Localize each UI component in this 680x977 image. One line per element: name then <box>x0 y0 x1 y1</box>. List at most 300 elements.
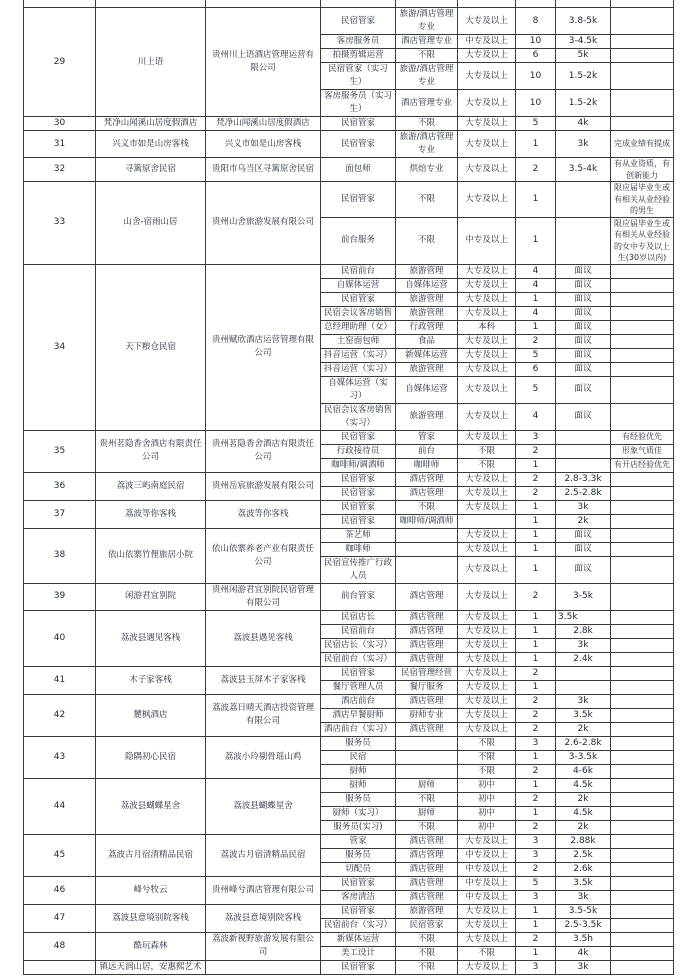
note-cell <box>611 63 674 90</box>
note-cell <box>611 652 674 666</box>
position-cell: 面包师 <box>321 158 396 182</box>
note-cell <box>611 918 674 932</box>
salary-cell: 3k <box>556 500 611 514</box>
headcount-cell: 1 <box>516 500 556 514</box>
job-listings-table <box>23 0 674 975</box>
major-cell: 酒店管理 <box>396 694 458 708</box>
major-cell: 餐厅服务 <box>396 680 458 694</box>
table-row <box>24 430 674 444</box>
note-cell <box>611 514 674 528</box>
position-cell: 茶艺师 <box>321 528 396 542</box>
salary-cell <box>556 458 611 472</box>
education-cell: 大专及以上 <box>458 638 516 652</box>
headcount-cell: 10 <box>516 90 556 117</box>
company-name-cell: 贵州茗隐香舍酒店有限责任公司 <box>206 430 321 472</box>
salary-cell: 2.6-2.8k <box>556 736 611 750</box>
salary-cell: 面议 <box>556 376 611 403</box>
major-cell: 旅游管理 <box>396 362 458 376</box>
education-cell: 初中 <box>458 792 516 806</box>
major-cell: 酒店管理 <box>396 722 458 736</box>
headcount-cell: 3 <box>516 848 556 862</box>
position-cell: 客房服务员 <box>321 35 396 49</box>
position-cell: 民宿 <box>321 750 396 764</box>
education-cell: 初中 <box>458 806 516 820</box>
major-cell: 不限 <box>396 182 458 218</box>
position-cell: 民宿管家 <box>321 472 396 486</box>
headcount-cell: 1 <box>516 542 556 556</box>
position-cell: 民宿会议客房销售 <box>321 306 396 320</box>
establishment-name-cell: 梵净山闻溪山居度假酒店 <box>96 117 206 131</box>
row-number-cell: 44 <box>24 778 96 834</box>
row-number-cell: 47 <box>24 904 96 932</box>
establishment-name-cell: 隐隅初心民宿 <box>96 736 206 778</box>
major-cell: 不限 <box>396 117 458 131</box>
table-row <box>24 264 674 278</box>
education-cell: 大专及以上 <box>458 430 516 444</box>
major-cell: 民宿管理经营 <box>396 666 458 680</box>
salary-cell: 2k <box>556 722 611 736</box>
major-cell: 酒店管理 <box>396 834 458 848</box>
note-cell <box>611 764 674 778</box>
empty-cell <box>611 0 674 8</box>
headcount-cell: 3 <box>516 834 556 848</box>
headcount-cell: 1 <box>516 638 556 652</box>
salary-cell: 1.5-2k <box>556 90 611 117</box>
salary-cell: 2k <box>556 514 611 528</box>
education-cell: 大专及以上 <box>458 904 516 918</box>
major-cell: 自媒体运营 <box>396 376 458 403</box>
salary-cell: 面议 <box>556 292 611 306</box>
clipped-row-top <box>24 0 674 8</box>
headcount-cell: 2 <box>516 792 556 806</box>
company-name-cell: 贵州闲游君宜别院民宿管理有限公司 <box>206 583 321 610</box>
salary-cell: 面议 <box>556 362 611 376</box>
establishment-name-cell: 镇远天润山居，安惠熙艺术 <box>96 960 206 974</box>
salary-cell: 面议 <box>556 264 611 278</box>
salary-cell: 2.88k <box>556 834 611 848</box>
empty-cell <box>321 0 396 8</box>
position-cell: 总经理助理（女） <box>321 320 396 334</box>
note-cell <box>611 946 674 960</box>
position-cell: 民宿管家 <box>321 960 396 974</box>
major-cell: 酒店管理 <box>396 652 458 666</box>
establishment-name-cell: 峰兮牧云 <box>96 876 206 904</box>
major-cell: 咖啡师 <box>396 458 458 472</box>
education-cell: 大专及以上 <box>458 182 516 218</box>
position-cell: 新媒体运营 <box>321 932 396 946</box>
table-row <box>24 666 674 680</box>
position-cell: 民宿管家 <box>321 876 396 890</box>
salary-cell: 2.8-3.3k <box>556 472 611 486</box>
major-cell: 不限 <box>396 217 458 264</box>
note-cell <box>611 306 674 320</box>
note-cell <box>611 90 674 117</box>
position-cell: 前台服务 <box>321 217 396 264</box>
position-cell: 民宿管家 <box>321 292 396 306</box>
education-cell: 大专及以上 <box>458 610 516 624</box>
position-cell: 民宿管家 <box>321 500 396 514</box>
establishment-name-cell: 天下粮仓民宿 <box>96 264 206 430</box>
salary-cell: 2k <box>556 820 611 834</box>
major-cell: 不限 <box>396 500 458 514</box>
major-cell: 酒店管理 <box>396 876 458 890</box>
headcount-cell: 1 <box>516 458 556 472</box>
position-cell: 客房清洁 <box>321 890 396 904</box>
row-number-cell: 34 <box>24 264 96 430</box>
note-cell <box>611 960 674 974</box>
table-row <box>24 834 674 848</box>
headcount-cell: 2 <box>516 932 556 946</box>
education-cell: 大专及以上 <box>458 348 516 362</box>
education-cell: 大专及以上 <box>458 500 516 514</box>
education-cell: 不限 <box>458 946 516 960</box>
note-cell <box>611 834 674 848</box>
education-cell: 初中 <box>458 778 516 792</box>
row-number-cell: 40 <box>24 610 96 666</box>
note-cell <box>611 362 674 376</box>
note-cell <box>611 292 674 306</box>
headcount-cell: 1 <box>516 624 556 638</box>
position-cell: 服务员(实习) <box>321 820 396 834</box>
major-cell: 酒店管理 <box>396 486 458 500</box>
headcount-cell: 1 <box>516 182 556 218</box>
position-cell: 民宿店长 <box>321 610 396 624</box>
table-row <box>24 583 674 610</box>
education-cell: 中专及以上 <box>458 862 516 876</box>
salary-cell: 4k <box>556 946 611 960</box>
position-cell: 民宿前台（实习） <box>321 652 396 666</box>
note-cell <box>611 932 674 946</box>
salary-cell: 面议 <box>556 542 611 556</box>
education-cell: 中专及以上 <box>458 890 516 904</box>
table-row <box>24 932 674 946</box>
headcount-cell: 1 <box>516 528 556 542</box>
education-cell: 中专及以上 <box>458 35 516 49</box>
headcount-cell: 4 <box>516 278 556 292</box>
table-row <box>24 158 674 182</box>
education-cell: 不限 <box>458 764 516 778</box>
company-name-cell: 荔波县蝴蝶星舍 <box>206 778 321 834</box>
major-cell: 旅游管理 <box>396 306 458 320</box>
education-cell: 大专及以上 <box>458 49 516 63</box>
note-cell <box>611 862 674 876</box>
headcount-cell: 1 <box>516 292 556 306</box>
education-cell: 大专及以上 <box>458 918 516 932</box>
note-cell <box>611 348 674 362</box>
company-name-cell: 荔波县玉屏木子家客栈 <box>206 666 321 694</box>
note-cell <box>611 334 674 348</box>
establishment-name-cell: 寻篱原舍民宿 <box>96 158 206 182</box>
headcount-cell: 1 <box>516 680 556 694</box>
salary-cell: 2.5-3.5k <box>556 918 611 932</box>
major-cell: 不限 <box>396 792 458 806</box>
company-name-cell: 贵州峰兮酒店管理有限公司 <box>206 876 321 904</box>
headcount-cell: 1 <box>516 320 556 334</box>
headcount-cell: 2 <box>516 158 556 182</box>
table-row <box>24 131 674 158</box>
headcount-cell: 10 <box>516 35 556 49</box>
position-cell: 自媒体运营 <box>321 278 396 292</box>
headcount-cell: 6 <box>516 362 556 376</box>
note-cell <box>611 694 674 708</box>
note-cell <box>611 278 674 292</box>
headcount-cell: 2 <box>516 334 556 348</box>
note-cell <box>611 8 674 35</box>
position-cell: 民宿管家 <box>321 117 396 131</box>
headcount-cell: 1 <box>516 514 556 528</box>
salary-cell: 3.5-5k <box>556 904 611 918</box>
headcount-cell: 5 <box>516 348 556 362</box>
row-number-cell: 30 <box>24 117 96 131</box>
note-cell: 限应届毕业生或有相关从业经验的男生 <box>611 182 674 218</box>
education-cell: 大专及以上 <box>458 680 516 694</box>
establishment-name-cell: 荔波县意境别院客栈 <box>96 904 206 932</box>
position-cell: 酒店前台（实习） <box>321 722 396 736</box>
major-cell: 不限 <box>396 960 458 974</box>
note-cell <box>611 610 674 624</box>
table-row <box>24 876 674 890</box>
major-cell: 厨师专业 <box>396 708 458 722</box>
table-row <box>24 472 674 486</box>
note-cell <box>611 403 674 430</box>
table-row <box>24 8 674 35</box>
headcount-cell: 1 <box>516 610 556 624</box>
table-row <box>24 904 674 918</box>
salary-cell: 面议 <box>556 320 611 334</box>
note-cell <box>611 49 674 63</box>
major-cell <box>396 750 458 764</box>
salary-cell: 2.5k <box>556 848 611 862</box>
major-cell: 酒店管理 <box>396 848 458 862</box>
salary-cell: 4.5k <box>556 806 611 820</box>
table-row <box>24 694 674 708</box>
major-cell: 不限 <box>396 946 458 960</box>
salary-cell: 3-5k <box>556 583 611 610</box>
headcount-cell: 3 <box>516 890 556 904</box>
row-number-cell: 39 <box>24 583 96 610</box>
major-cell: 厨师 <box>396 778 458 792</box>
major-cell: 新媒体运营 <box>396 348 458 362</box>
position-cell: 民宿宣传推广行政人员 <box>321 556 396 583</box>
position-cell: 民宿管家 <box>321 430 396 444</box>
headcount-cell: 10 <box>516 63 556 90</box>
headcount-cell: 1 <box>516 750 556 764</box>
major-cell: 厨师 <box>396 806 458 820</box>
education-cell: 大专及以上 <box>458 90 516 117</box>
major-cell: 烘焙专业 <box>396 158 458 182</box>
headcount-cell: 3 <box>516 960 556 974</box>
major-cell: 酒店管理专业 <box>396 35 458 49</box>
salary-cell <box>556 680 611 694</box>
education-cell: 大专及以上 <box>458 8 516 35</box>
salary-cell: 4k <box>556 117 611 131</box>
position-cell: 酒店早餐厨师 <box>321 708 396 722</box>
salary-cell <box>556 182 611 218</box>
position-cell: 民宿店长（实习） <box>321 638 396 652</box>
salary-cell: 2.6k <box>556 862 611 876</box>
education-cell: 大专及以上 <box>458 158 516 182</box>
note-cell <box>611 638 674 652</box>
position-cell: 民宿前台 <box>321 624 396 638</box>
position-cell: 拍摄剪辑运营 <box>321 49 396 63</box>
position-cell: 抖音运营（实习） <box>321 362 396 376</box>
company-name-cell: 贵州岳宸旅游发展有限公司 <box>206 472 321 500</box>
major-cell: 民宿管家 <box>396 918 458 932</box>
education-cell: 不限 <box>458 736 516 750</box>
education-cell: 不限 <box>458 750 516 764</box>
row-number-cell: 31 <box>24 131 96 158</box>
headcount-cell: 5 <box>516 376 556 403</box>
major-cell: 酒店管理 <box>396 890 458 904</box>
note-cell <box>611 806 674 820</box>
major-cell: 酒店管理 <box>396 610 458 624</box>
note-cell <box>611 736 674 750</box>
row-number-cell <box>24 960 96 974</box>
establishment-name-cell: 兴义市如是山房客栈 <box>96 131 206 158</box>
establishment-name-cell: 荔波县蝴蝶星舍 <box>96 778 206 834</box>
company-name-cell: 荔波荔日晴天酒店投资管理有限公司 <box>206 694 321 736</box>
position-cell: 民宿管家（实习生） <box>321 63 396 90</box>
empty-cell <box>516 0 556 8</box>
salary-cell: 2k <box>556 792 611 806</box>
table-row <box>24 528 674 542</box>
note-cell <box>611 820 674 834</box>
education-cell: 大专及以上 <box>458 583 516 610</box>
headcount-cell: 1 <box>516 217 556 264</box>
education-cell: 大专及以上 <box>458 264 516 278</box>
position-cell: 民宿管家 <box>321 666 396 680</box>
education-cell: 本科 <box>458 320 516 334</box>
company-name-cell: 梵净山闻溪山居度假酒店 <box>206 117 321 131</box>
job-table-body <box>24 0 674 974</box>
headcount-cell: 2 <box>516 444 556 458</box>
position-cell: 厨师 <box>321 778 396 792</box>
company-name-cell: 荔波小玲剔骨瑶山鸡 <box>206 736 321 778</box>
position-cell: 民宿会议客房销售（实习） <box>321 403 396 430</box>
row-number-cell: 35 <box>24 430 96 472</box>
row-number-cell: 36 <box>24 472 96 500</box>
row-number-cell: 38 <box>24 528 96 583</box>
education-cell: 大专及以上 <box>458 63 516 90</box>
headcount-cell: 4 <box>516 403 556 430</box>
position-cell: 民宿前台 <box>321 264 396 278</box>
company-name-cell: 兴义市如是山房客栈 <box>206 131 321 158</box>
position-cell: 酒店前台 <box>321 694 396 708</box>
company-name-cell: 贵州赋欣酒店运营管理有限公司 <box>206 264 321 430</box>
education-cell: 不限 <box>458 458 516 472</box>
salary-cell <box>556 444 611 458</box>
headcount-cell: 1 <box>516 652 556 666</box>
education-cell: 大专及以上 <box>458 624 516 638</box>
headcount-cell: 2 <box>516 862 556 876</box>
education-cell: 大专及以上 <box>458 556 516 583</box>
position-cell: 民宿管家 <box>321 182 396 218</box>
headcount-cell: 1 <box>516 131 556 158</box>
major-cell: 旅游管理 <box>396 292 458 306</box>
note-cell <box>611 722 674 736</box>
note-cell <box>611 264 674 278</box>
company-name-cell: 荔波县意境别院客栈 <box>206 904 321 932</box>
position-cell: 民宿管家 <box>321 8 396 35</box>
empty-cell <box>24 0 96 8</box>
salary-cell: 3.5h <box>556 932 611 946</box>
row-number-cell: 33 <box>24 182 96 265</box>
position-cell: 前台管家 <box>321 583 396 610</box>
note-cell <box>611 680 674 694</box>
position-cell: 客房服务员（实习生） <box>321 90 396 117</box>
headcount-cell: 2 <box>516 722 556 736</box>
note-cell <box>611 376 674 403</box>
major-cell: 酒店管理专业 <box>396 90 458 117</box>
major-cell <box>396 736 458 750</box>
note-cell: 限应届毕业生或有相关从业经验的女中专及以上生(30岁以内) <box>611 217 674 264</box>
company-name-cell <box>206 960 321 974</box>
empty-cell <box>556 0 611 8</box>
education-cell: 大专及以上 <box>458 708 516 722</box>
major-cell: 自媒体运营 <box>396 278 458 292</box>
education-cell: 大专及以上 <box>458 278 516 292</box>
education-cell: 大专及以上 <box>458 306 516 320</box>
salary-cell: 面议 <box>556 348 611 362</box>
note-cell <box>611 792 674 806</box>
salary-cell: 4-6k <box>556 764 611 778</box>
position-cell: 服务员 <box>321 848 396 862</box>
education-cell: 大专及以上 <box>458 542 516 556</box>
headcount-cell: 4 <box>516 264 556 278</box>
salary-cell: 5k <box>556 49 611 63</box>
salary-cell: 3.5k <box>556 610 611 624</box>
education-cell: 中专及以上 <box>458 848 516 862</box>
salary-cell: 面议 <box>556 403 611 430</box>
education-cell: 大专及以上 <box>458 486 516 500</box>
position-cell: 咖啡师 <box>321 542 396 556</box>
note-cell: 有开店经验优先 <box>611 458 674 472</box>
salary-cell: 面议 <box>556 528 611 542</box>
major-cell: 旅游/酒店管理专业 <box>396 63 458 90</box>
education-cell: 大专及以上 <box>458 376 516 403</box>
empty-cell <box>96 0 206 8</box>
education-cell: 大专及以上 <box>458 362 516 376</box>
major-cell: 行政管理 <box>396 320 458 334</box>
note-cell <box>611 500 674 514</box>
table-row <box>24 117 674 131</box>
salary-cell: 3.5k <box>556 876 611 890</box>
major-cell: 酒店管理 <box>396 472 458 486</box>
headcount-cell: 2 <box>516 486 556 500</box>
note-cell <box>611 583 674 610</box>
major-cell: 咖啡师/调酒师 <box>396 514 458 528</box>
salary-cell: 2.5-2.8k <box>556 486 611 500</box>
position-cell: 管家 <box>321 834 396 848</box>
establishment-name-cell: 闲游君宜别院 <box>96 583 206 610</box>
salary-cell: 3-4.5k <box>556 35 611 49</box>
company-name-cell: 荔波等你客栈 <box>206 500 321 528</box>
note-cell <box>611 542 674 556</box>
table-row <box>24 182 674 218</box>
note-cell <box>611 35 674 49</box>
salary-cell: 面议 <box>556 334 611 348</box>
position-cell: 美工设计 <box>321 946 396 960</box>
establishment-name-cell: 荔波三屿南庭民宿 <box>96 472 206 500</box>
education-cell: 大专及以上 <box>458 117 516 131</box>
headcount-cell: 8 <box>516 8 556 35</box>
establishment-name-cell: 荔波县遇见客栈 <box>96 610 206 666</box>
row-number-cell: 32 <box>24 158 96 182</box>
major-cell: 酒店管理 <box>396 638 458 652</box>
note-cell <box>611 472 674 486</box>
company-name-cell: 荔波新视野旅游发展有限公司 <box>206 932 321 960</box>
row-number-cell: 41 <box>24 666 96 694</box>
